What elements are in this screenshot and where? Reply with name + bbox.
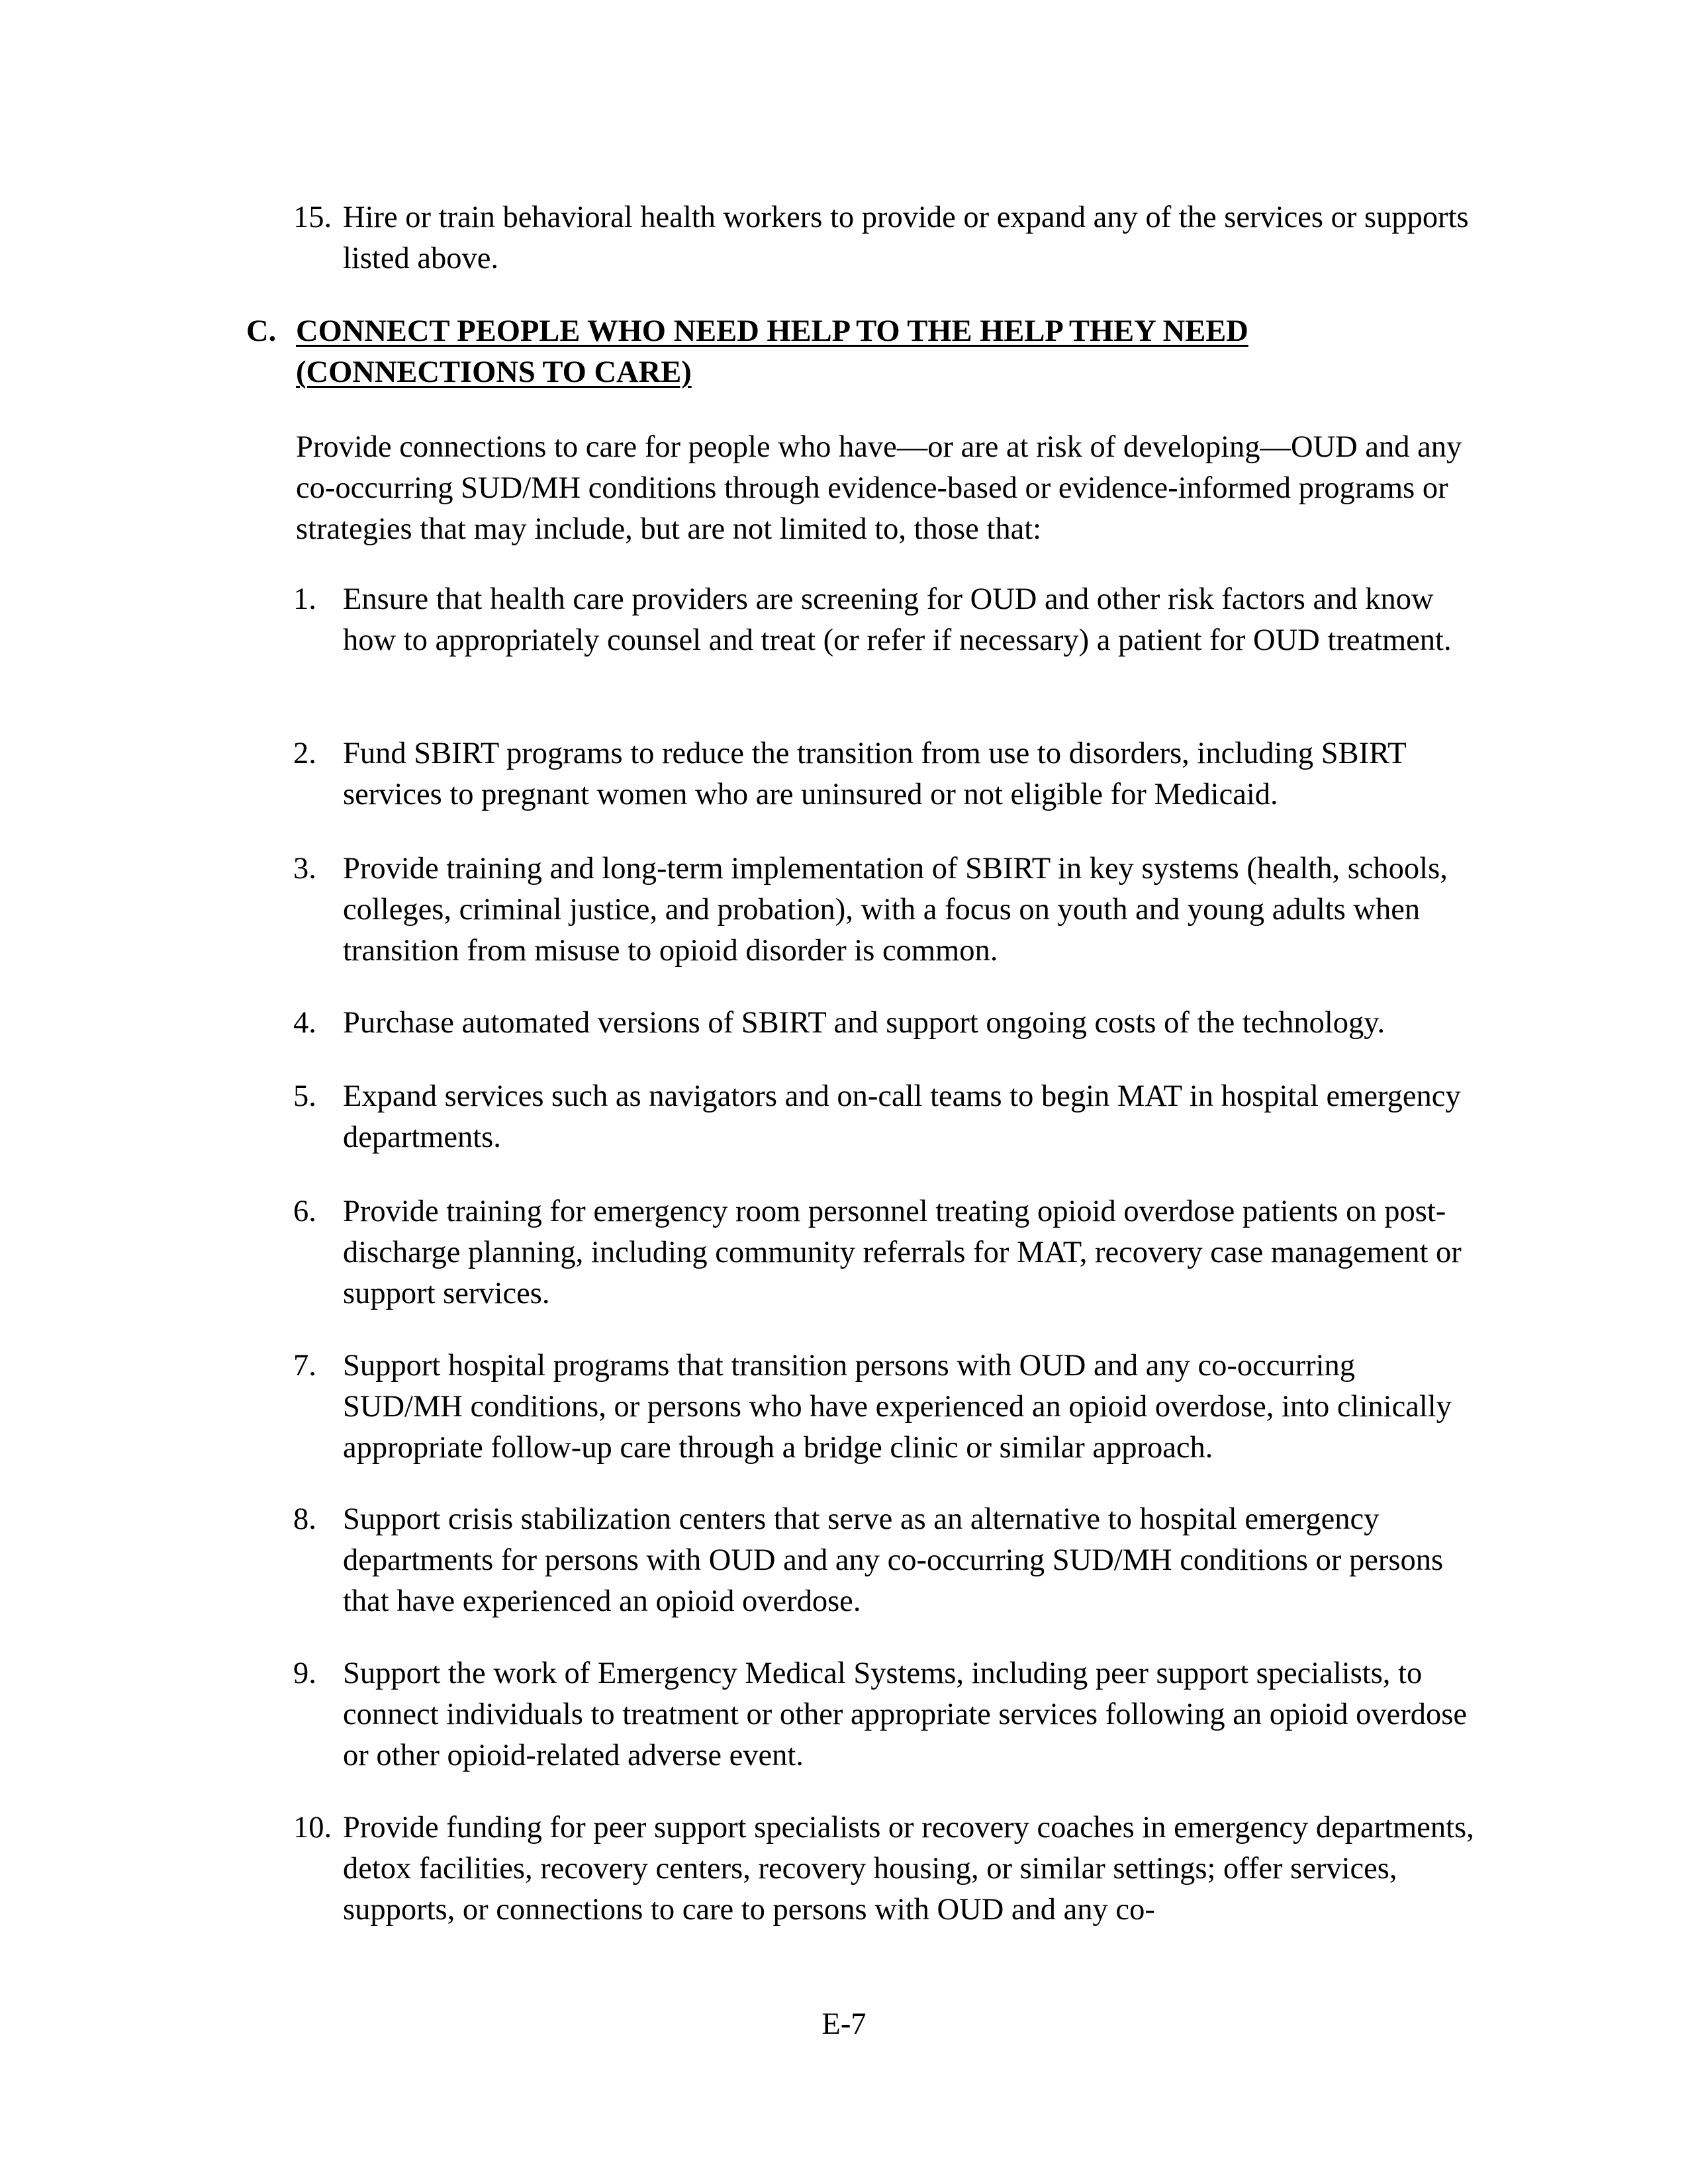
- list-item-number: 2.: [293, 737, 316, 770]
- list-item-15: [293, 197, 1478, 279]
- list-item-6: [293, 1191, 1478, 1314]
- list-item-text: Expand services such as navigators and on-call teams to begin MAT in hospital emergency departments.: [343, 1079, 1461, 1154]
- section-letter: C.: [246, 314, 277, 348]
- list-item-text: Fund SBIRT programs to reduce the transition from use to disorders, including SBIRT services to pregnant women who are uninsured or not eligible for Medicaid.: [343, 737, 1406, 811]
- list-item-9: [293, 1653, 1478, 1776]
- list-item-7: [293, 1345, 1478, 1469]
- list-item-text: Ensure that health care providers are screening for OUD and other risk factors and know how to appropriately counsel and treat (or refer if necessary) a patient for OUD treatment.: [343, 582, 1452, 657]
- list-item-text: Support the work of Emergency Medical Systems, including peer support specialists, to connect individuals to treatment or other appropriate services following an opioid overdose or other opioid-related adverse event.: [343, 1657, 1468, 1772]
- list-item-number: 6.: [293, 1195, 316, 1228]
- list-item-text: Provide funding for peer support specialists or recovery coaches in emergency departments, detox facilities, recovery centers, recovery housing, or similar settings; offer services, supports, or connections to care to persons with OUD and any co-: [343, 1811, 1474, 1927]
- list-item-text: Provide training for emergency room personnel treating opioid overdose patients on post-discharge planning, including community referrals for MAT, recovery case management or support services.: [343, 1195, 1462, 1310]
- list-item-number: 7.: [293, 1349, 316, 1383]
- section-title: CONNECT PEOPLE WHO NEED HELP TO THE HELP THEY NEED (CONNECTIONS TO CARE): [296, 314, 1248, 389]
- list-item-5: [293, 1076, 1478, 1158]
- page-number: E-7: [821, 2007, 867, 2041]
- list-item-number: 5.: [293, 1079, 316, 1113]
- list-item-number: 9.: [293, 1657, 316, 1690]
- list-item-number: 8.: [293, 1502, 316, 1536]
- list-item-number: 3.: [293, 852, 316, 886]
- list-item-text: Provide training and long-term implementation of SBIRT in key systems (health, schools, colleges, criminal justice, and probation), with a focus on youth and young adults when transition from misuse to opioid disorder is common.: [343, 852, 1448, 968]
- list-item-number: 4.: [293, 1006, 316, 1040]
- list-item-1: [293, 579, 1478, 661]
- list-item-3: [293, 848, 1478, 972]
- section-heading: [246, 311, 1477, 393]
- list-item-2: [293, 733, 1478, 815]
- list-item-text: Support crisis stabilization centers that serve as an alternative to hospital emergency departments for persons with OUD and any co-occurring SUD/MH conditions or persons that have experienced an opioid overdose.: [343, 1502, 1444, 1618]
- list-item-8: [293, 1499, 1478, 1622]
- list-item-text: Purchase automated versions of SBIRT and support ongoing costs of the technology.: [343, 1006, 1385, 1040]
- list-item-number: 1.: [293, 582, 316, 616]
- list-item-number: 15.: [293, 201, 332, 234]
- list-item-text: Hire or train behavioral health workers to provide or expand any of the services or supports listed above.: [343, 201, 1469, 275]
- list-item-text: Support hospital programs that transition persons with OUD and any co-occurring SUD/MH conditions, or persons who have experienced an opioid overdose, into clinically appropriate follow-up care through a bridge clinic or similar approach.: [343, 1349, 1452, 1465]
- list-item-number: 10.: [293, 1811, 332, 1844]
- section-intro: Provide connections to care for people who have—or are at risk of developing—OUD and any co-occurring SUD/MH conditions through evidence-based or evidence-informed programs or strategies that may include, but are not limited to, those that:: [296, 430, 1462, 546]
- list-item-4: [293, 1003, 1478, 1044]
- list-item-10: [293, 1807, 1478, 1931]
